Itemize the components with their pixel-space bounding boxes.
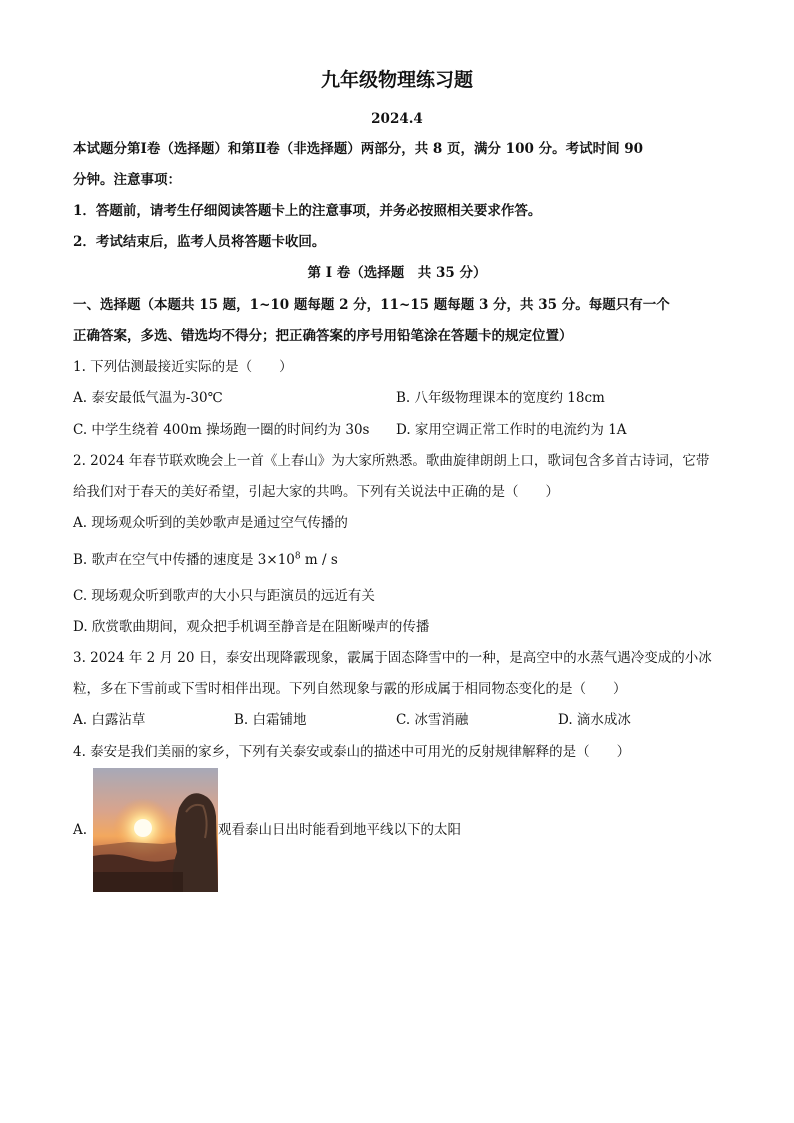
q2-option-a: A. 现场观众听到的美妙歌声是通过空气传播的 [73, 515, 348, 531]
q3-option-d: D. 滴水成冰 [558, 712, 631, 728]
page-title: 九年级物理练习题 [320, 69, 473, 91]
q4-option-a-label: A. [73, 822, 88, 838]
intro-line-2: 分钟。注意事项： [73, 172, 181, 188]
q1-stem: 1. 下列估测最接近实际的是（ ） [73, 359, 293, 375]
sunrise-photo [93, 768, 218, 892]
q2-option-b [73, 550, 338, 570]
section-instruction-1: 一、选择题（本题共 15 题，1~10 题每题 2 分，11~15 题每题 3 分，共 35 分。每题只有一个 [73, 297, 670, 313]
note-2: 2．考试结束后，监考人员将答题卡收回。 [73, 234, 326, 250]
q3-stem-2: 粒，多在下雪前或下雪时相伴出现。下列自然现象与霰的形成属于相同物态变化的是（ ） [73, 681, 627, 697]
q1-option-c: C. 中学生绕着 400m 操场跑一圈的时间约为 30s [73, 422, 370, 438]
section-heading: 第 I 卷（选择题 共 35 分） [307, 265, 487, 281]
section-instruction-2: 正确答案，多选、错选均不得分；把正确答案的序号用铅笔涂在答题卡的规定位置） [73, 328, 573, 344]
q2-stem-1: 2. 2024 年春节联欢晚会上一首《上春山》为大家所熟悉。歌曲旋律朗朗上口，歌词包含多首古诗词，它带 [73, 453, 710, 469]
q2-option-d: D. 欣赏歌曲期间，观众把手机调至静音是在阻断噪声的传播 [73, 619, 430, 635]
q4-option-a-text: 观看泰山日出时能看到地平线以下的太阳 [218, 822, 461, 838]
q3-option-c: C. 冰雪消融 [396, 712, 469, 728]
q2-option-c: C. 现场观众听到歌声的大小只与距演员的远近有关 [73, 588, 375, 604]
exam-date: 2024.4 [371, 111, 423, 127]
q2-option-b-suffix: m / s [300, 552, 338, 568]
q2-stem-2: 给我们对于春天的美好希望，引起大家的共鸣。下列有关说法中正确的是（ ） [73, 484, 559, 500]
q3-option-a: A. 白露沾草 [73, 712, 146, 728]
q1-option-b: B. 八年级物理课本的宽度约 18cm [396, 390, 605, 406]
q3-stem-1: 3. 2024 年 2 月 20 日，泰安出现降霰现象，霰属于固态降雪中的一种，是高空中的水蒸气遇冷变成的小冰 [73, 650, 712, 666]
q1-option-d: D. 家用空调正常工作时的电流约为 1A [396, 422, 627, 438]
q2-option-b-prefix: B. 歌声在空气中传播的速度是 3×10 [73, 552, 295, 568]
q1-option-a: A. 泰安最低气温为-30℃ [73, 390, 223, 406]
q2-option-b-exponent: 8 [294, 551, 301, 562]
q4-stem: 4. 泰安是我们美丽的家乡，下列有关泰安或泰山的描述中可用光的反射规律解释的是（ ） [73, 744, 631, 760]
q3-option-b: B. 白霜铺地 [234, 712, 307, 728]
note-1: 1．答题前，请考生仔细阅读答题卡上的注意事项，并务必按照相关要求作答。 [73, 203, 542, 219]
intro-line-1: 本试题分第Ⅰ卷（选择题）和第Ⅱ卷（非选择题）两部分，共 8 页，满分 100 分。考试时间 90 [73, 141, 644, 157]
